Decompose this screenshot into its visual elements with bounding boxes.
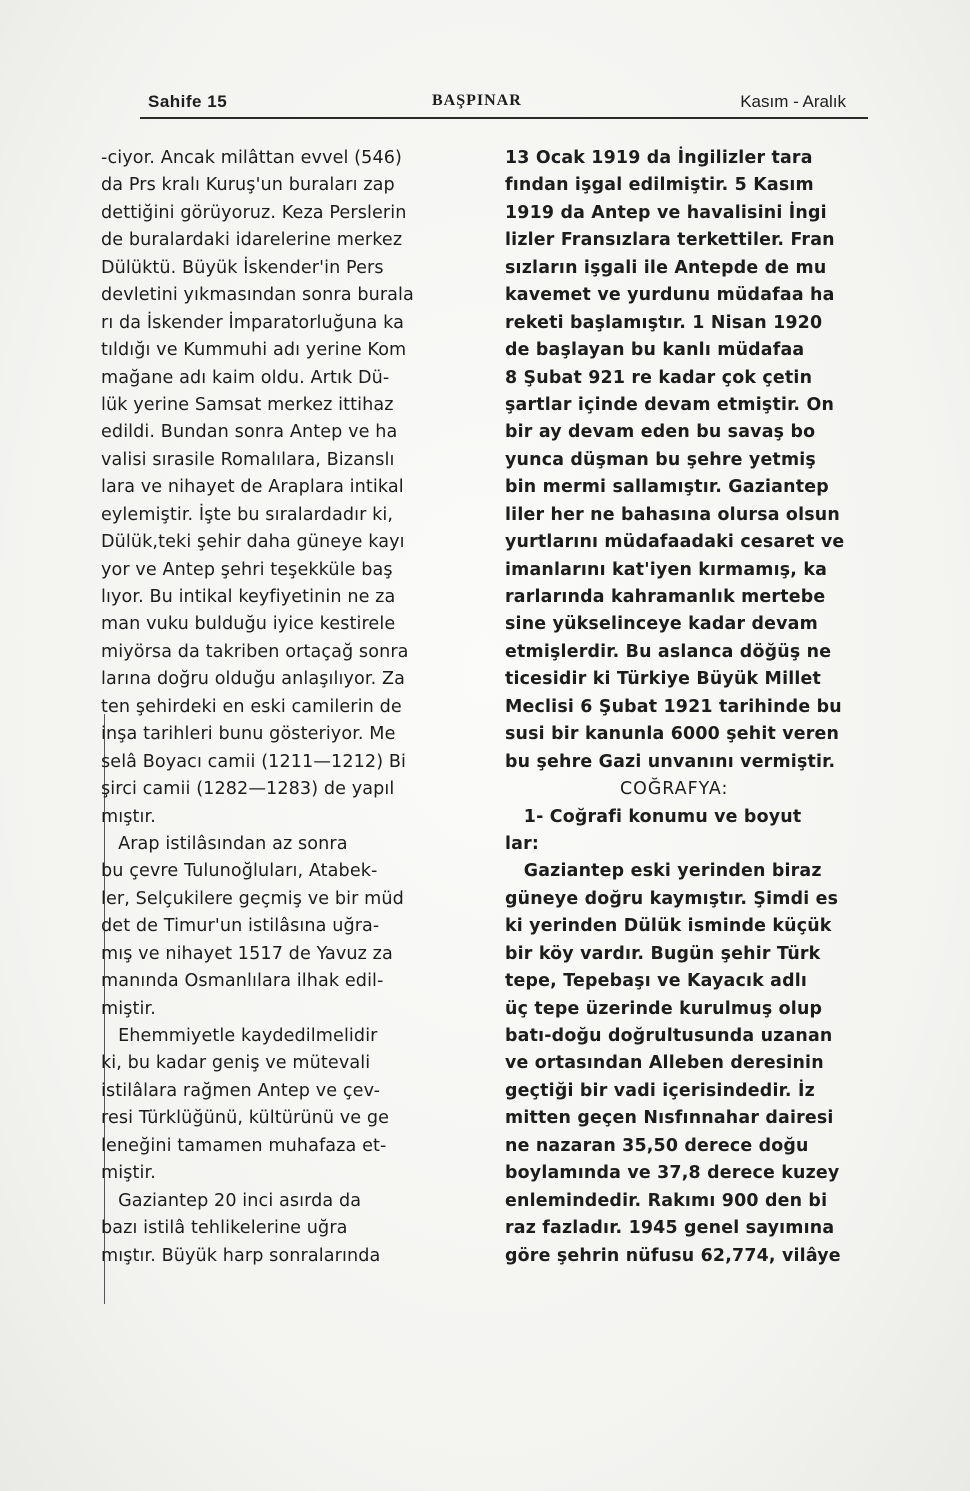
text-line: susi bir kanunla 6000 şehit veren <box>505 724 840 745</box>
text-line: batı-doğu doğrultusunda uzanan <box>505 1026 833 1046</box>
text-line: resi Türklüğünü, kültürünü ve ge <box>101 1108 390 1129</box>
text-line: tepe, Tepebaşı ve Kayacık adlı <box>505 971 808 992</box>
text-line: det de Timur'un istilâsına uğra- <box>101 916 380 937</box>
text-line: ler, Selçukilere geçmiş ve bir müd <box>101 888 404 909</box>
text-line: liler her ne bahasına olursa olsun <box>505 504 840 525</box>
text-line: lizler Fransızlara terkettiler. Fran <box>505 230 835 251</box>
text-line: selâ Boyacı camii (1211—1212) Bi <box>101 751 407 772</box>
text-line: enlemindedir. Rakımı 900 den bi <box>505 1190 828 1211</box>
text-line: Gaziantep 20 inci asırda da <box>101 1190 362 1211</box>
text-line: boylamında ve 37,8 derece kuzey <box>505 1163 840 1184</box>
text-line: 13 Ocak 1919 da İngilizler tara <box>505 148 813 168</box>
header-rule <box>140 117 868 119</box>
text-line: rı da İskender İmparatorluğuna ka <box>101 312 404 333</box>
text-line: de buralardaki idarelerine merkez <box>101 230 403 251</box>
text-line: şirci camii (1282—1283) de yapıl <box>101 779 395 800</box>
right-text-column <box>505 145 870 1270</box>
page-header <box>140 88 866 118</box>
text-line: bin mermi sallamıştır. Gaziantep <box>505 477 829 498</box>
text-line: edildi. Bundan sonra Antep ve ha <box>101 422 398 443</box>
text-line: ki yerinden Dülük isminde küçük <box>505 916 832 937</box>
text-line: geçtiği bir vadi içerisindedir. İz <box>505 1080 815 1101</box>
text-line: imanlarını kat'iyen kırmamış, ka <box>505 559 828 580</box>
text-line: 1- Coğrafi konumu ve boyut <box>505 806 802 827</box>
left-text-column <box>101 145 471 1270</box>
text-line: şartlar içinde devam etmiştir. On <box>505 394 835 415</box>
text-line: kavemet ve yurdunu müdafaa ha <box>505 285 835 306</box>
text-line: sızların işgali ile Antepde de mu <box>505 257 827 278</box>
text-line: bu şehre Gazi unvanını vermiştir. <box>505 751 836 772</box>
text-line: ve ortasından Alleben deresinin <box>505 1053 824 1074</box>
text-line: sine yükselinceye kadar devam <box>505 614 818 635</box>
text-line: leneğini tamamen muhafaza et- <box>101 1135 387 1156</box>
text-line: bir ay devam eden bu savaş bo <box>505 422 816 443</box>
text-line: lar: <box>505 833 540 854</box>
text-line: mitten geçen Nısfınnahar dairesi <box>505 1108 834 1129</box>
text-line: etmişlerdir. Bu aslanca döğüş ne <box>505 641 832 662</box>
issue-date-label: Kasım - Aralık <box>740 92 846 111</box>
text-line: Ehemmiyetle kaydedilmelidir <box>101 1026 378 1046</box>
text-line: manında Osmanlılara ilhak edil- <box>101 971 384 992</box>
text-line: 8 Şubat 921 re kadar çok çetin <box>505 367 813 388</box>
text-line: devletini yıkmasından sonra burala <box>101 285 414 306</box>
text-line: miyörsa da takriben ortaçağ sonra <box>101 641 409 662</box>
text-line: bir köy vardır. Bugün şehir Türk <box>505 943 821 964</box>
text-line: mağane adı kaim oldu. Artık Dü- <box>101 367 390 388</box>
text-line: ticesidir ki Türkiye Büyük Millet <box>505 669 822 690</box>
text-line: ten şehirdeki en eski camilerin de <box>101 696 402 717</box>
journal-title: BAŞPINAR <box>432 92 522 109</box>
text-line: reketi başlamıştır. 1 Nisan 1920 <box>505 312 823 333</box>
text-line: lük yerine Samsat merkez ittihaz <box>101 394 394 415</box>
text-line: Dülük,teki şehir daha güneye kayı <box>101 532 405 553</box>
text-line: mıştır. <box>101 806 156 827</box>
text-line: mıştır. Büyük harp sonralarında <box>101 1245 381 1266</box>
text-line: eylemiştir. İşte bu sıralardadır ki, <box>101 504 394 525</box>
text-line: fından işgal edilmiştir. 5 Kasım <box>505 175 814 196</box>
text-line: lara ve nihayet de Araplara intikal <box>101 477 404 498</box>
text-line: Meclisi 6 Şubat 1921 tarihinde bu <box>505 696 842 717</box>
text-line: ne nazaran 35,50 derece doğu <box>505 1135 809 1156</box>
text-line: üç tepe üzerinde kurulmuş olup <box>505 998 823 1019</box>
text-line: Dülüktü. Büyük İskender'in Pers <box>101 257 384 278</box>
text-line: larına doğru olduğu anlaşılıyor. Za <box>101 669 406 690</box>
text-line: valisi sırasile Romalılara, Bizanslı <box>101 449 395 470</box>
text-line: rarlarında kahramanlık mertebe <box>505 587 826 607</box>
text-line: yor ve Antep şehri teşekküle baş <box>101 559 393 580</box>
text-line: -ciyor. Ancak milâttan evvel (546) <box>101 148 402 168</box>
text-line: yurtlarını müdafaadaki cesaret ve <box>505 532 845 553</box>
text-line: bazı istilâ tehlikelerine uğra <box>101 1218 348 1239</box>
text-line: ki, bu kadar geniş ve mütevali <box>101 1053 371 1074</box>
text-line: istilâlara rağmen Antep ve çev- <box>101 1080 381 1101</box>
text-line: bu çevre Tulunoğluları, Atabek- <box>101 861 378 882</box>
text-line: de başlayan bu kanlı müdafaa <box>505 340 805 361</box>
text-line: miştir. <box>101 998 156 1019</box>
text-line: inşa tarihleri bunu gösteriyor. Me <box>101 724 396 745</box>
text-line: 1919 da Antep ve havalisini İngi <box>505 202 827 223</box>
section-heading: COĞRAFYA: <box>620 779 729 800</box>
text-line: mış ve nihayet 1517 de Yavuz za <box>101 943 393 964</box>
text-line: güneye doğru kaymıştır. Şimdi es <box>505 888 839 909</box>
text-line: miştir. <box>101 1163 156 1184</box>
text-line: raz fazladır. 1945 genel sayımına <box>505 1218 835 1239</box>
text-line: göre şehrin nüfusu 62,774, vilâye <box>505 1245 841 1266</box>
text-line: tıldığı ve Kummuhi adı yerine Kom <box>101 340 407 361</box>
text-line: Gaziantep eski yerinden biraz <box>505 861 822 882</box>
text-line: dettiğini görüyoruz. Keza Perslerin <box>101 202 407 223</box>
text-line: da Prs kralı Kuruş'un buraları zap <box>101 175 395 196</box>
text-line: Arap istilâsından az sonra <box>101 833 348 854</box>
text-line: man vuku bulduğu iyice kestirele <box>101 614 396 635</box>
text-line: yunca düşman bu şehre yetmiş <box>505 449 816 470</box>
page-number-label: Sahife 15 <box>148 92 228 111</box>
text-line: lıyor. Bu intikal keyfiyetinin ne za <box>101 587 396 607</box>
